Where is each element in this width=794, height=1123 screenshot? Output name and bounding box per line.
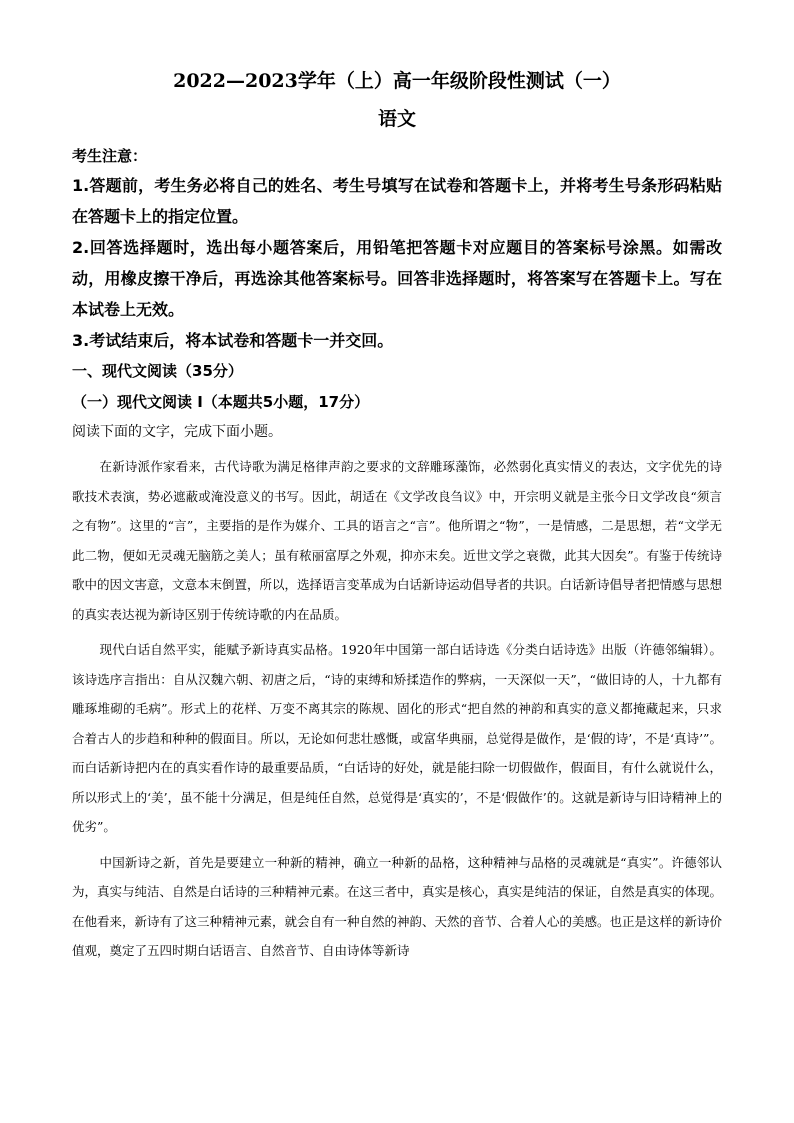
notice-heading: 考生注意： <box>72 147 148 165</box>
notice-item-2: 2.回答选择题时，选出每小题答案后，用铅笔把答题卡对应题目的答案标号涂黑。如需改动，用橡皮擦干净后，再选涂其他答案标号。回答非选择题时，将答案写在答题卡上。写在本试卷上无效。 <box>72 238 722 319</box>
subsection-heading: （一）现代文阅读 I（本题共5小题，17分） <box>72 393 370 411</box>
section-heading: 一、现代文阅读（35分） <box>72 362 243 380</box>
notice-item-3: 3.考试结束后，将本试卷和答题卡一并交回。 <box>72 331 394 350</box>
passage-paragraph-3: 中国新诗之新，首先是要建立一种新的精神，确立一种新的品格，这种精神与品格的灵魂就是“真实”。许德邻认为，真实与纯洁、自然是白话诗的三种精神元素。在这三者中，真实是核心，真实是纯洁的保证，自然是真实的体现。在他看来，新诗有了这三种精神元素，就会自有一种自然的神韵、天然的音节、合着人心的美感。也正是这样的新诗价值观，奠定了五四时期白话语言、自然音节、自由诗体等新诗 <box>72 854 723 958</box>
passage-paragraph-2: 现代白话自然平实，能赋予新诗真实品格。1920年中国第一部白话诗选《分类白话诗选》出版（许德邻编辑）。该诗选序言指出：自从汉魏六朝、初唐之后，“诗的束缚和矫揉造作的弊病，一天深似一天”，“做旧诗的人，十九都有雕琢堆砌的毛病”。形式上的花样、万变不离其宗的陈规、固化的形式“把自然的神韵和真实的意义都掩藏起来，只求合着古人的步趋和种种的假面目。所以，无论如何悲壮感慨，或富华典丽，总觉得是做作，是‘假的诗’，不是‘真诗’”。而白话新诗把内在的真实看作诗的最重要品质，“白话诗的好处，就是能扫除一切假做作，假面目，有什么就说什么，所以形式上的‘美’，虽不能十分满足，但是纯任自然，总觉得是‘真实的’，不是‘假做作’的。这就是新诗与旧诗精神上的优劣”。 <box>72 642 722 834</box>
notice-item-1: 1.答题前，考生务必将自己的姓名、考生号填写在试卷和答题卡上，并将考生号条形码粘贴在答题卡上的指定位置。 <box>72 176 722 226</box>
subject-title: 语文 <box>377 108 416 130</box>
reading-instruction: 阅读下面的文字，完成下面小题。 <box>72 424 282 440</box>
exam-title: 2022—2023学年（上）高一年级阶段性测试（一） <box>173 70 621 92</box>
passage-paragraph-1: 在新诗派作家看来，古代诗歌为满足格律声韵之要求的文辞雕琢藻饰，必然弱化真实情义的表达，文字优先的诗歌技术表演，势必遮蔽或淹没意义的书写。因此，胡适在《文学改良刍议》中，开宗明义就是主张今日文学改良“须言之有物”。这里的“言”，主要指的是作为媒介、工具的语言之“言”。他所谓之“物”，一是情感，二是思想，若“文学无此二物，便如无灵魂无脑筋之美人；虽有秾丽富厚之外观，抑亦末矣。近世文学之衰微，此其大因矣”。有鉴于传统诗歌中的因文害意，文意本末倒置，所以，选择语言变革成为白话新诗运动倡导者的共识。白话新诗倡导者把情感与思想的真实表达视为新诗区别于传统诗歌的内在品质。 <box>72 459 723 622</box>
